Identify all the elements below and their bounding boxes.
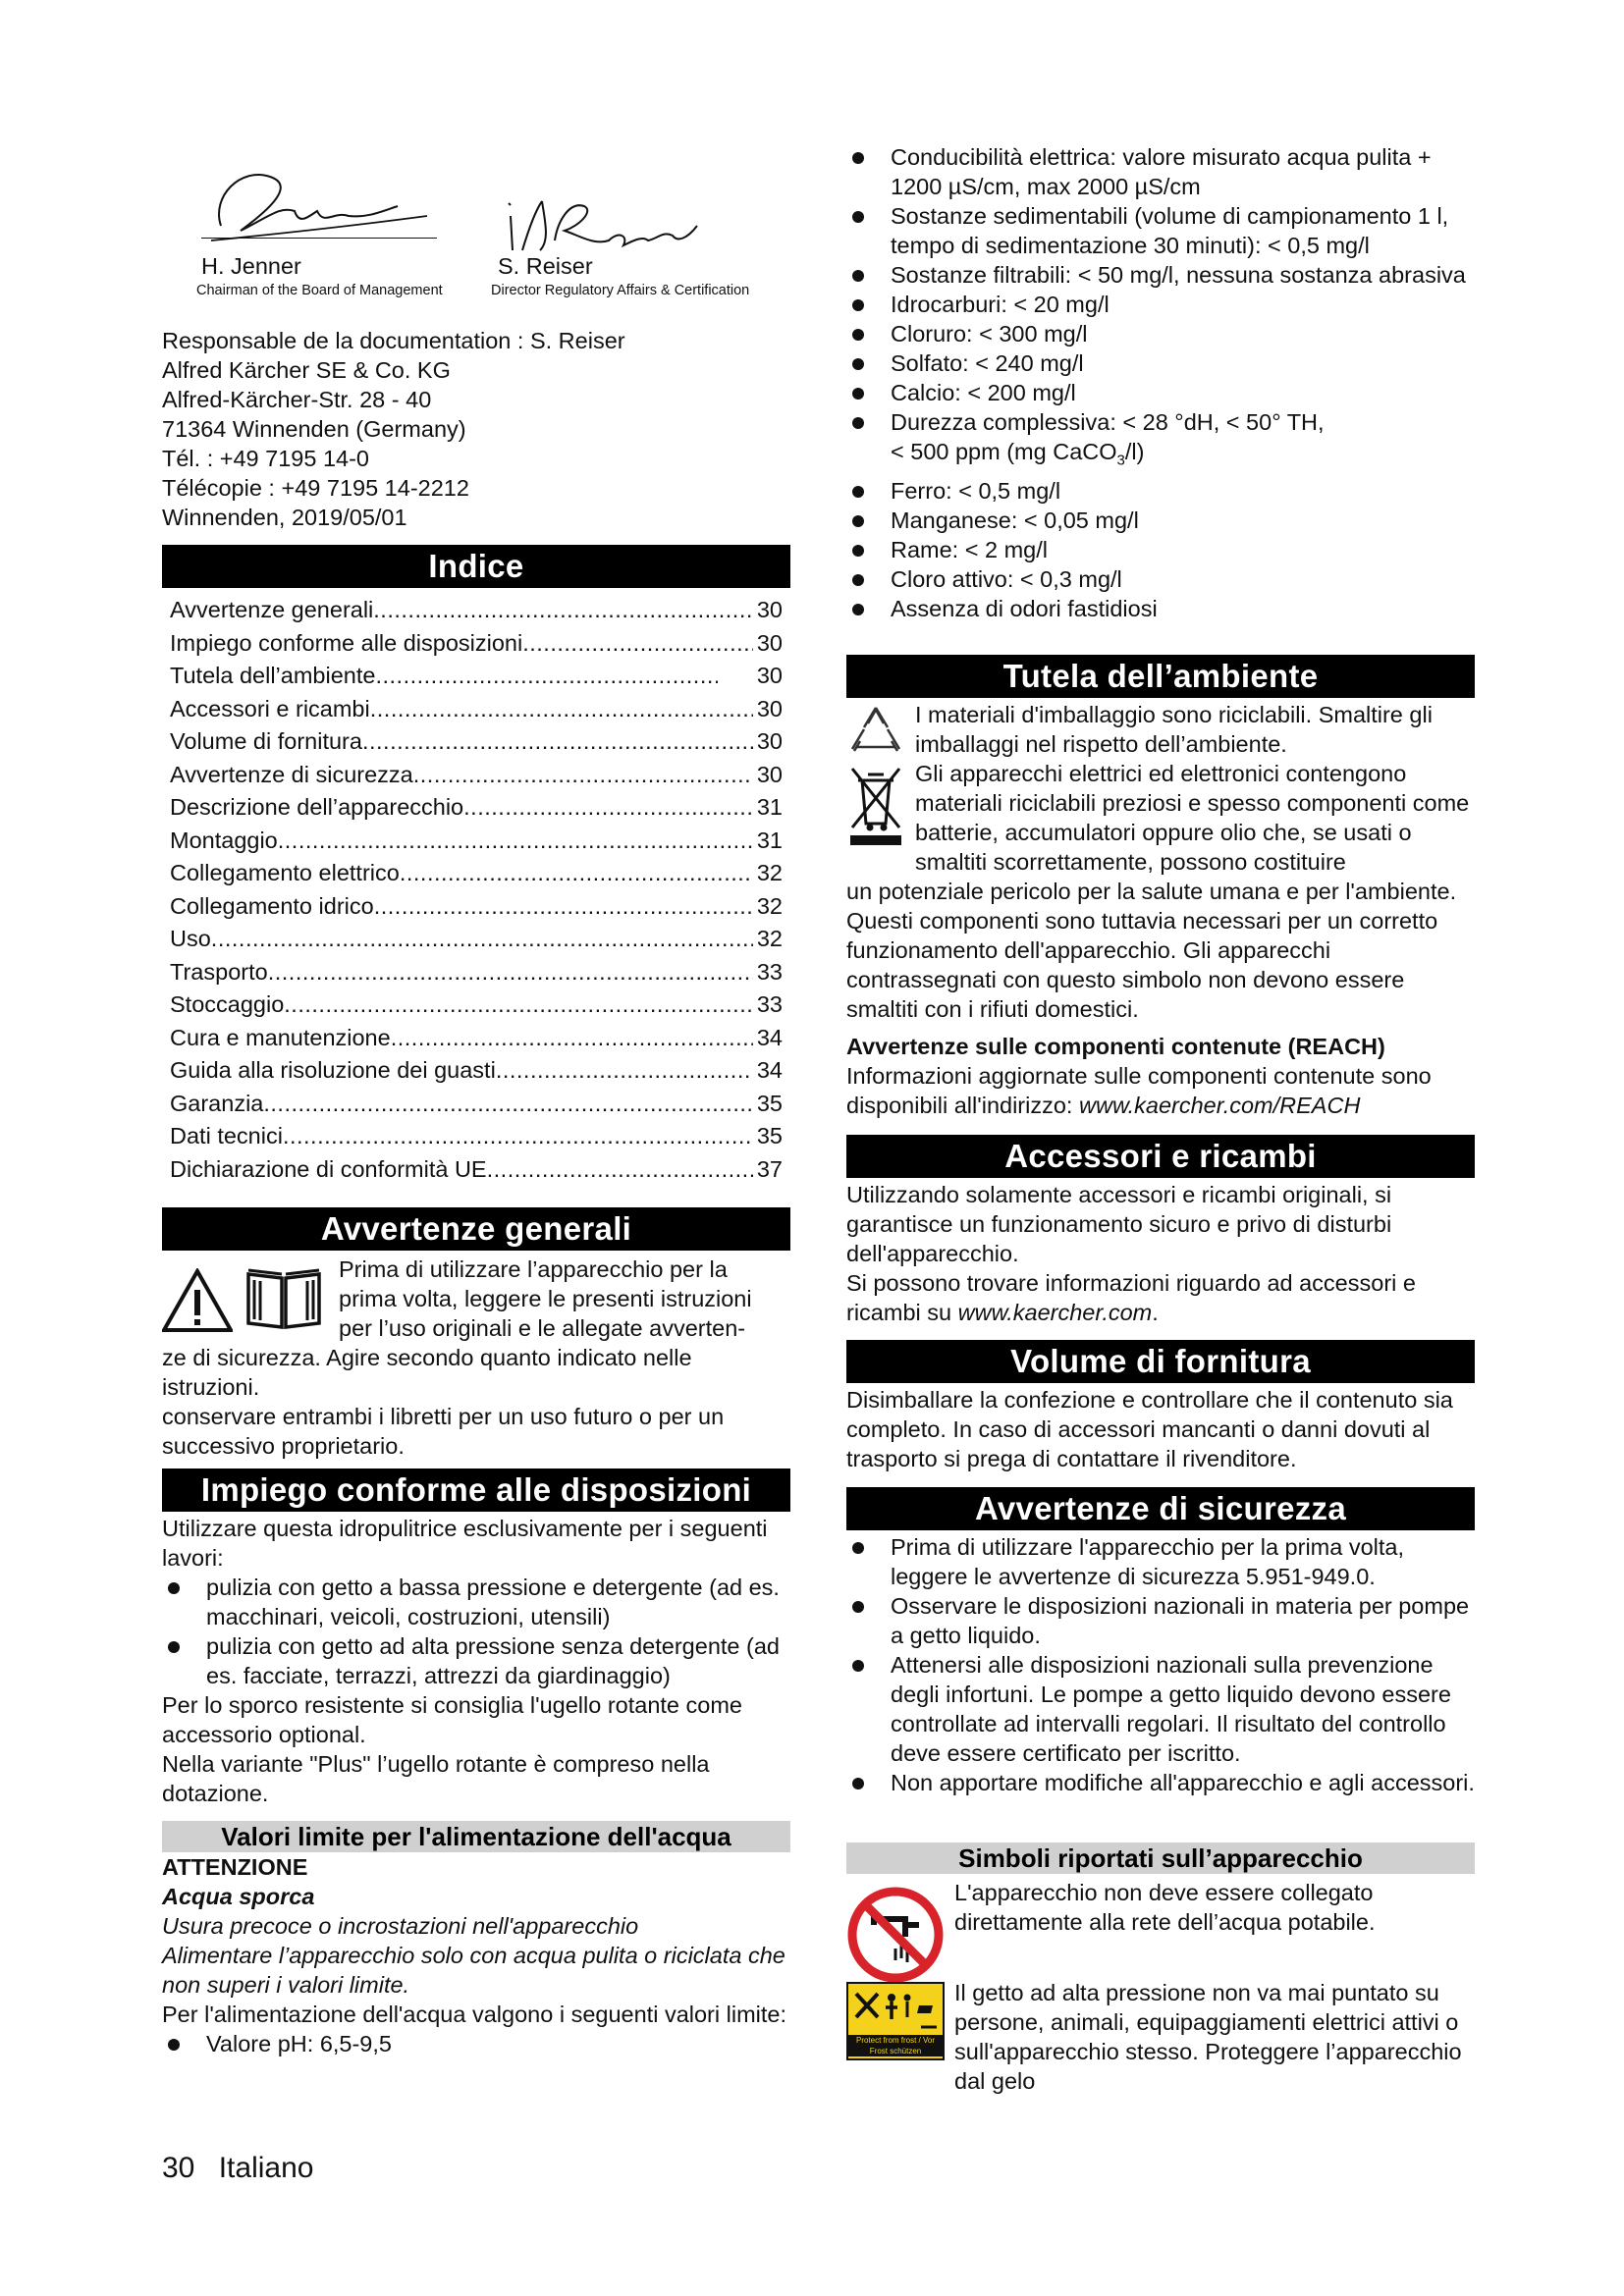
- index-item[interactable]: Impiego conforme alle disposizioni ..... 30: [162, 627, 790, 661]
- index-item[interactable]: Stoccaggio ..... 33: [162, 988, 790, 1022]
- list-item: Non apportare modifiche all'apparecchio e agli accessori.: [846, 1768, 1475, 1797]
- safety-title: Avvertenze di sicurezza: [846, 1487, 1475, 1530]
- accessories-title: Accessori e ricambi: [846, 1135, 1475, 1178]
- address-block: [162, 326, 790, 532]
- recycling-icon: [846, 702, 905, 761]
- list-item: pulizia con getto ad alta pressione senza detergente (ad es. facciate, terrazzi, attrezzi da giardinaggio): [162, 1631, 790, 1690]
- intended-use-intro: Utilizzare questa idropulitrice esclusivamente per i seguenti lavori:: [162, 1516, 768, 1571]
- index-item[interactable]: Descrizione dell’apparecchio ..... 31: [162, 791, 790, 825]
- safety-section: [846, 1487, 1475, 1797]
- list-item: Ferro: < 0,5 mg/l: [846, 476, 1475, 506]
- address-line: Télécopie : +49 7195 14-2212: [162, 475, 469, 501]
- hazard-action: Alimentare l’apparecchio solo con acqua pulita o riciclata che non superi i valori limite.: [162, 1943, 785, 1998]
- index-item[interactable]: Trasporto ..... 33: [162, 956, 790, 989]
- signature-block: [162, 157, 790, 314]
- address-line: Alfred-Kärcher-Str. 28 - 40: [162, 387, 432, 412]
- list-item: pulizia con getto a bassa pressione e detergente (ad es. macchinari, veicoli, costruzioni, utensili): [162, 1573, 790, 1631]
- signer-left-title: Chairman of the Board of Management: [196, 283, 443, 298]
- water-limits-title: Valori limite per l'alimentazione dell'acqua: [162, 1821, 790, 1852]
- hazard-consequence: Usura precoce o incrostazioni nell'apparecchio: [162, 1913, 639, 1939]
- list-item: Attenersi alle disposizioni nazionali sulla prevenzione degli infortuni. Le pompe a getto liquido devono essere controllate ad intervalli regolari. Il risultato del controllo deve essere certificato per iscritto.: [846, 1650, 1475, 1768]
- list-item: Solfato: < 240 mg/l: [846, 348, 1475, 378]
- intended-use-list: [162, 1573, 790, 1690]
- safety-list: [846, 1532, 1475, 1797]
- intended-use-section: [162, 1468, 790, 1808]
- address-line: Tél. : +49 7195 14-0: [162, 446, 369, 471]
- list-item: Durezza complessiva: < 28 °dH, < 50° TH, < 500 ppm (mg CaCO$_3$/l): [846, 407, 1475, 476]
- general-rest: ze di sicurezza. Agire secondo quanto indicato nelle istruzioni.: [162, 1345, 692, 1400]
- scope-text: Disimballare la confezione e controllare che il contenuto sia completo. In caso di accessori mancanti o danni dovuti al trasporto si prega di contattare il rivenditore.: [846, 1387, 1453, 1471]
- list-item: Prima di utilizzare l'apparecchio per la prima volta, leggere le avvertenze di sicurezza 5.951-949.0.: [846, 1532, 1475, 1591]
- index-section: [162, 545, 790, 1186]
- address-line: Alfred Kärcher SE & Co. KG: [162, 357, 451, 383]
- index-item[interactable]: Guida alla risoluzione dei guasti ..... 34: [162, 1054, 790, 1088]
- index-item[interactable]: Dati tecnici ..... 35: [162, 1120, 790, 1153]
- list-item: Idrocarburi: < 20 mg/l: [846, 290, 1475, 319]
- page-number: 30: [162, 2152, 195, 2184]
- index-item[interactable]: Collegamento elettrico ..... 32: [162, 857, 790, 890]
- list-item: Cloruro: < 300 mg/l: [846, 319, 1475, 348]
- signer-left-name: H. Jenner: [201, 253, 301, 279]
- water-limits-intro: Per l'alimentazione dell'acqua valgono i seguenti valori limite:: [162, 2002, 786, 2027]
- address-line: 71364 Winnenden (Germany): [162, 416, 466, 442]
- index-item[interactable]: Montaggio ..... 31: [162, 825, 790, 858]
- symbol-1-text: L'apparecchio non deve essere collegato direttamente alla rete dell’acqua potabile.: [954, 1880, 1376, 1935]
- warning-triangle-icon: [162, 1268, 233, 1333]
- index-item[interactable]: Collegamento idrico ..... 32: [162, 890, 790, 924]
- symbols-section: [846, 1842, 1475, 2096]
- footer-language: Italiano: [218, 2152, 314, 2184]
- address-line: Responsable de la documentation : S. Reiser: [162, 328, 625, 353]
- index-item[interactable]: Garanzia ..... 35: [162, 1088, 790, 1121]
- list-item: Assenza di odori fastidiosi: [846, 594, 1475, 623]
- environment-title: Tutela dell’ambiente: [846, 655, 1475, 698]
- frost-label: Protect from frost / Vor Frost schützen: [848, 2035, 943, 2056]
- intended-use-plus: Nella variante "Plus" l’ugello rotante è compreso nella dotazione.: [162, 1751, 710, 1806]
- intended-use-title: Impiego conforme alle disposizioni: [162, 1468, 790, 1512]
- environment-packaging: I materiali d'imballaggio sono riciclabili. Smaltire gli imballaggi nel rispetto dell’ambiente.: [915, 702, 1433, 757]
- index-list: [162, 594, 790, 1186]
- list-item: Valore pH: 6,5-9,5: [162, 2029, 790, 2058]
- environment-weee-b: un potenziale pericolo per la salute umana e per l'ambiente. Questi componenti sono tuttavia necessari per un corretto funzionamento dell'apparecchio. Gli apparecchi contrassegnati con questo simbolo non devono essere smaltiti con i rifiuti domestici.: [846, 879, 1457, 1022]
- index-item[interactable]: Tutela dell’ambiente ..... 30: [162, 660, 790, 693]
- signer-right-title: Director Regulatory Affairs & Certification: [491, 283, 750, 298]
- accessories-p1: Utilizzando solamente accessori e ricambi originali, si garantisce un funzionamento sicuro e privo di disturbi dell'apparecchio.: [846, 1182, 1392, 1266]
- scope-section: [846, 1340, 1475, 1473]
- scope-title: Volume di fornitura: [846, 1340, 1475, 1383]
- list-item: Cloro attivo: < 0,3 mg/l: [846, 564, 1475, 594]
- list-item: Conducibilità elettrica: valore misurato acqua pulita + 1200 µS/cm, max 2000 µS/cm: [846, 142, 1475, 201]
- general-keep: conservare entrambi i libretti per un uso futuro o per un successivo proprietario.: [162, 1404, 725, 1459]
- index-item[interactable]: Cura e manutenzione ..... 34: [162, 1022, 790, 1055]
- reach-title: Avvertenze sulle componenti contenute (REACH): [846, 1034, 1385, 1059]
- accessories-p2: Si possono trovare informazioni riguardo ad accessori e ricambi su www.kaercher.com.: [846, 1270, 1416, 1325]
- general-title: Avvertenze generali: [162, 1207, 790, 1251]
- index-item[interactable]: Avvertenze di sicurezza ..... 30: [162, 759, 790, 792]
- symbols-title: Simboli riportati sull’apparecchio: [846, 1842, 1475, 1874]
- hazard-label: Acqua sporca: [162, 1884, 315, 1909]
- index-title: Indice: [162, 545, 790, 588]
- water-limits-list-left: [162, 2029, 790, 2058]
- signer-right-name: S. Reiser: [498, 253, 593, 279]
- weee-bin-icon: [846, 763, 905, 847]
- water-limits-list-right: [846, 142, 1475, 623]
- environment-section: [846, 655, 1475, 1120]
- signature-jenner: [201, 157, 427, 265]
- reach-link[interactable]: www.kaercher.com/REACH: [1079, 1093, 1361, 1118]
- water-limits-section: [162, 1821, 790, 2058]
- index-item[interactable]: Avvertenze generali ..... 30: [162, 594, 790, 627]
- symbol-2-text: Il getto ad alta pressione non va mai puntato su persone, animali, equipaggiamenti elettrici attivi o sull'apparecchio stesso. Proteggere l’apparecchio dal gelo: [954, 1980, 1462, 2094]
- general-intro: Prima di utilizzare l’apparecchio per la prima volta, leggere le presenti istruzioni per l’uso originali e le allegate avverten-: [339, 1256, 752, 1341]
- index-item[interactable]: Uso ..... 32: [162, 923, 790, 956]
- accessories-section: [846, 1135, 1475, 1327]
- reach-text: Informazioni aggiornate sulle componenti contenute sono disponibili all'indirizzo: www.kaercher.com/REACH: [846, 1063, 1432, 1118]
- list-item: Rame: < 2 mg/l: [846, 535, 1475, 564]
- index-item[interactable]: Dichiarazione di conformità UE ..... 37: [162, 1153, 790, 1187]
- high-pressure-warning-icon: [846, 1982, 945, 2060]
- list-item: Osservare le disposizioni nazionali in materia per pompe a getto liquido.: [846, 1591, 1475, 1650]
- list-item: Sostanze sedimentabili (volume di campionamento 1 l, tempo di sedimentazione 30 minuti): < 0,5 mg/l: [846, 201, 1475, 260]
- index-item[interactable]: Accessori e ricambi ..... 30: [162, 693, 790, 726]
- list-item: Sostanze filtrabili: < 50 mg/l, nessuna sostanza abrasiva: [846, 260, 1475, 290]
- attention-label: ATTENZIONE: [162, 1854, 308, 1880]
- signature-line-left: [201, 238, 437, 239]
- address-line: Winnenden, 2019/05/01: [162, 505, 407, 530]
- index-item[interactable]: Volume di fornitura ..... 30: [162, 725, 790, 759]
- manual-book-icon: [244, 1266, 323, 1331]
- page-footer: [162, 2152, 313, 2185]
- general-section: [162, 1207, 790, 1461]
- list-item: Calcio: < 200 mg/l: [846, 378, 1475, 407]
- no-drinking-water-connection-icon: [846, 1886, 945, 1984]
- intended-use-nozzle: Per lo sporco resistente si consiglia l'ugello rotante come accessorio optional.: [162, 1692, 742, 1747]
- environment-weee-a: Gli apparecchi elettrici ed elettronici contengono materiali riciclabili preziosi e spesso componenti come batterie, accumulatori oppure olio che, se usati o smaltiti scorrettamente, possono costituire: [915, 761, 1470, 875]
- list-item: Manganese: < 0,05 mg/l: [846, 506, 1475, 535]
- accessories-link[interactable]: www.kaercher.com: [957, 1300, 1153, 1325]
